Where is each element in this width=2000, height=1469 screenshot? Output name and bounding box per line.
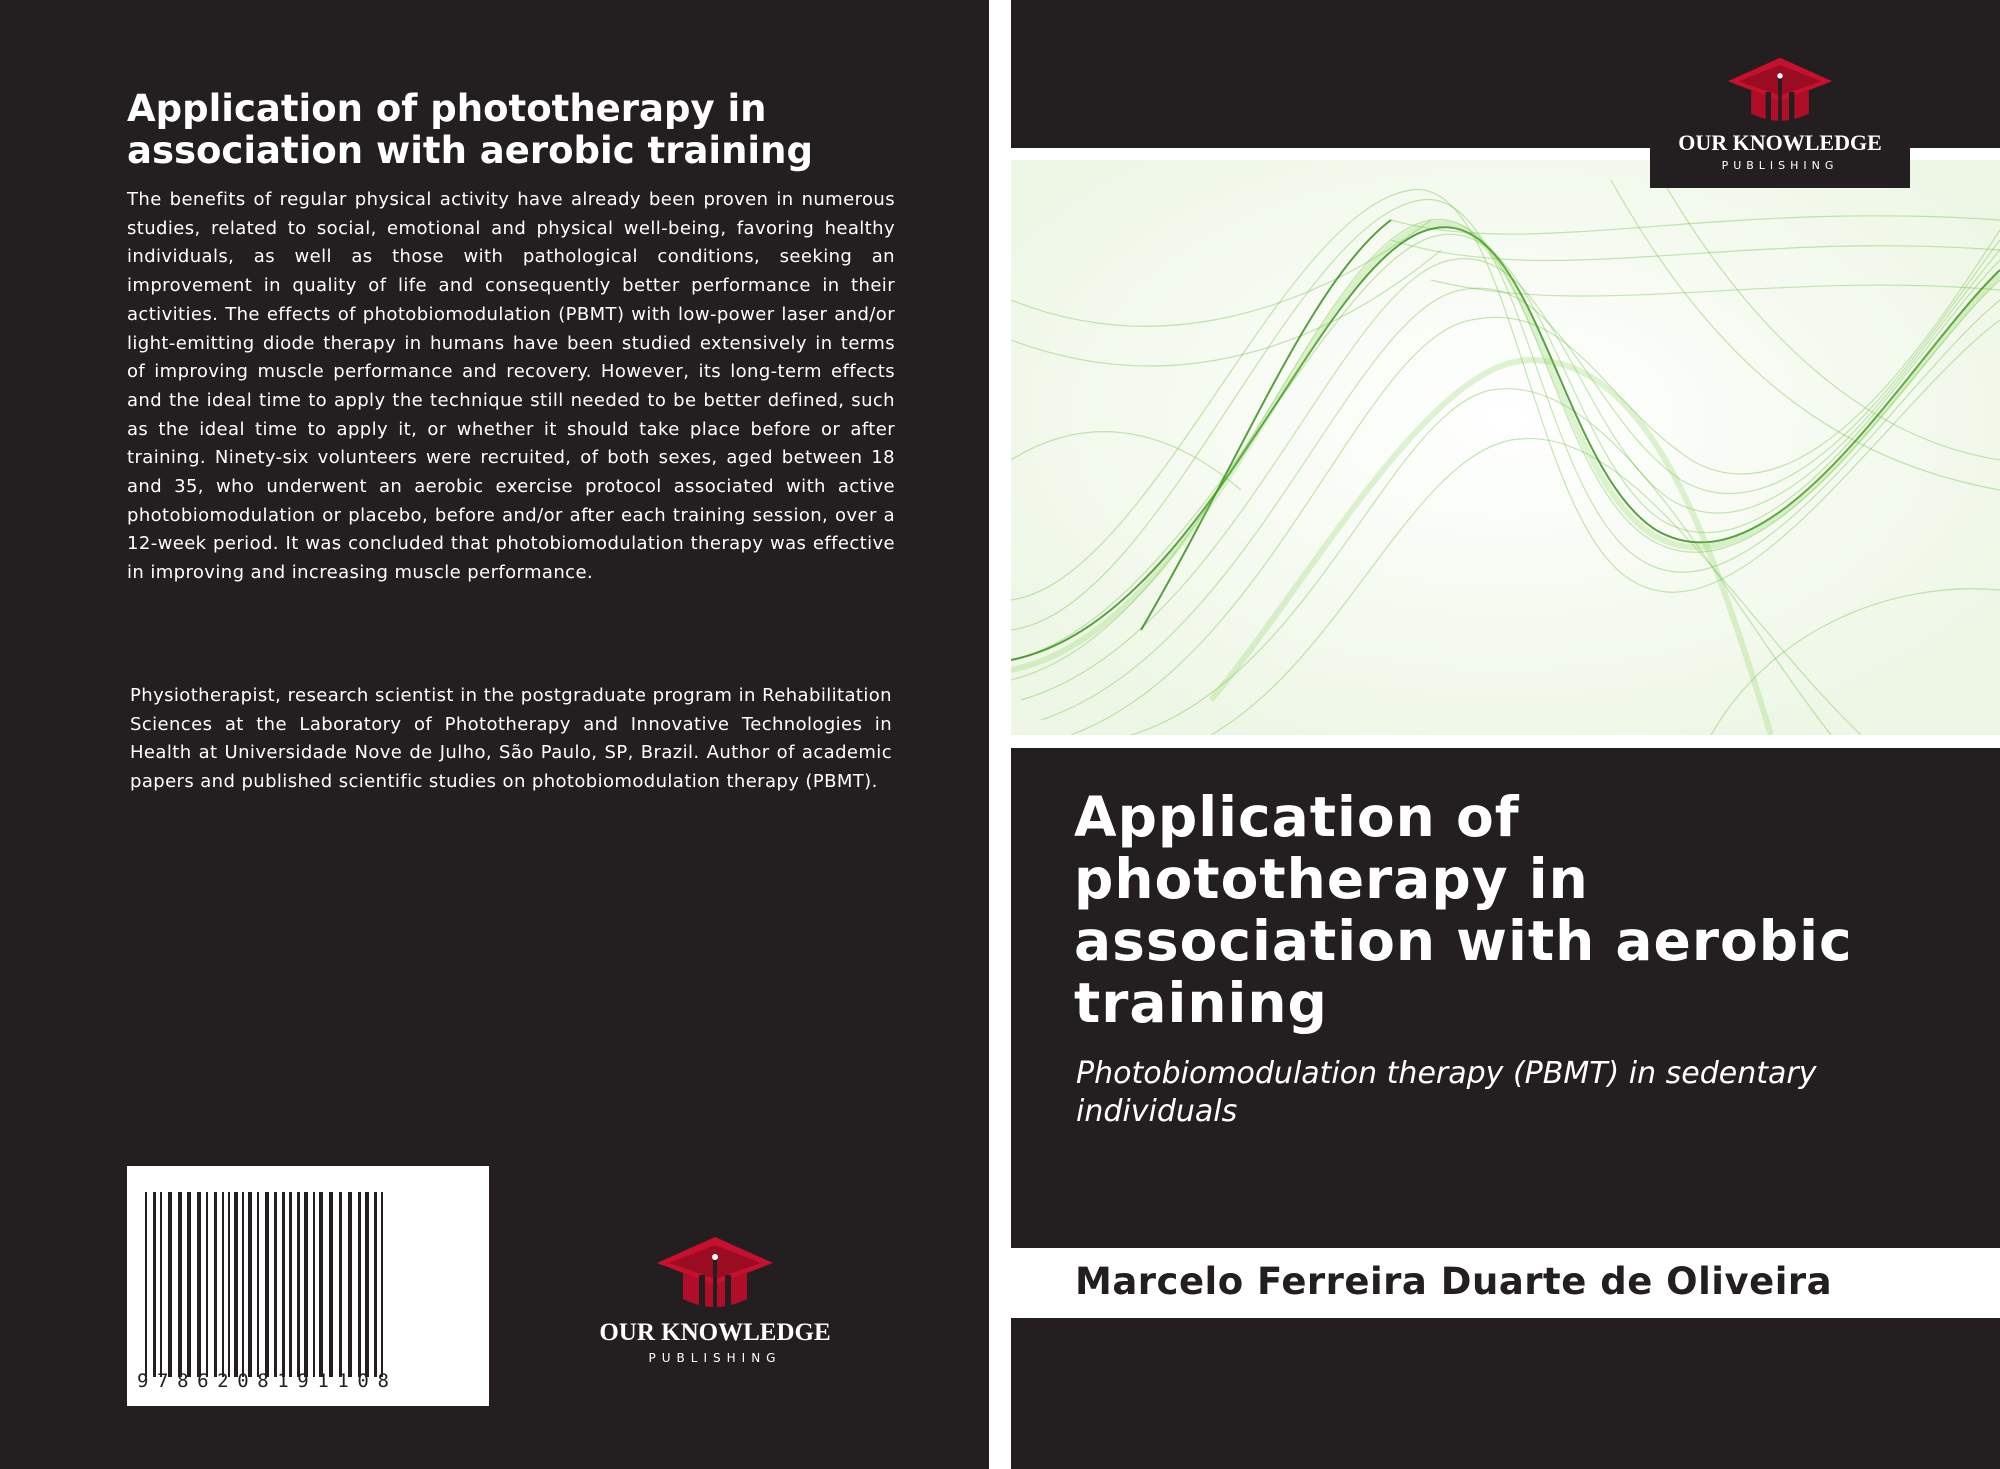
barcode-bar (319, 1192, 323, 1377)
publisher-sub: PUBLISHING (648, 1351, 782, 1365)
barcode-bar (313, 1192, 315, 1377)
barcode-bar (374, 1192, 377, 1377)
barcode-bar (257, 1192, 259, 1377)
graduation-cap-icon (1725, 56, 1835, 128)
author-bio: Physiotherapist, research scientist in the postgraduate program in Rehabilitation Sciences at the Laboratory of Phototherapy and Innovative Technologies in Health at Universidade Nove de Julho, São Paulo, SP, Brazil. Author of academic papers and published scientific studies on photobiomodulation therapy (PBMT). (130, 685, 892, 793)
back-cover-title: Application of phototherapy in association with aerobic training (127, 87, 813, 172)
barcode-bar (187, 1192, 191, 1377)
barcode-bar (339, 1192, 342, 1377)
barcode-bar (222, 1192, 224, 1377)
barcode-bar (365, 1192, 369, 1377)
isbn-digits: 9786208191108 (137, 1370, 398, 1392)
back-publisher-logo (590, 1235, 840, 1365)
front-publisher-logo (1650, 56, 1910, 172)
barcode-bar (248, 1192, 252, 1377)
publisher-name: OUR KNOWLEDGE (1678, 130, 1882, 155)
barcode-bar (282, 1192, 285, 1377)
front-cover-title: Application of phototherapy in association with aerobic training (1074, 785, 1853, 1035)
barcode-bar (228, 1192, 230, 1377)
publisher-name: OUR KNOWLEDGE (599, 1319, 831, 1346)
barcode-bar (168, 1192, 172, 1377)
barcode-bar (297, 1192, 300, 1377)
barcode-bar (265, 1192, 269, 1377)
barcode-bar (304, 1192, 308, 1377)
barcode-bar (197, 1192, 201, 1377)
barcode-bar (289, 1192, 292, 1377)
front-cover (1011, 0, 2000, 1469)
fractal-artwork (1011, 160, 2000, 735)
publisher-sub: PUBLISHING (1721, 159, 1839, 172)
barcode-bar (358, 1192, 361, 1377)
graduation-cap-icon (655, 1235, 775, 1315)
front-cover-subtitle: Photobiomodulation therapy (PBMT) in sedentary individuals (1076, 1056, 1817, 1129)
barcode-bars (145, 1192, 471, 1377)
barcode-bar (214, 1192, 217, 1377)
barcode-bar (234, 1192, 238, 1377)
barcode-bar (274, 1192, 277, 1377)
spine-gap (989, 0, 1011, 1469)
barcode-bar (381, 1192, 383, 1377)
back-cover-blurb: The benefits of regular physical activity have already been proven in numerous studies, related to social, emotional and physical well-being, favoring healthy individuals, as well as those with pathological conditions, seeking an improvement in quality of life and consequently better performance in their activities. The effects of photobiomodulation (PBMT) with low-power laser and/or light-emitting diode therapy in humans have been studied extensively in terms of improving muscle performance and recovery. However, its long-term effects and the ideal time to apply the technique still needed to be better defined, such as the ideal time to apply it, or whether it should take place before or after training. Ninety-six volunteers were recruited, of both sexes, aged between 18 and 35, who underwent an aerobic exercise protocol associated with active photobiomodulation or placebo, before and/or after each training session, over a 12-week period. It was concluded that photobiomodulation therapy was effective in improving and increasing muscle performance. (127, 189, 895, 584)
barcode-bar (153, 1192, 156, 1377)
barcode-bar (206, 1192, 208, 1377)
barcode-bar (329, 1192, 333, 1377)
barcode-bar (242, 1192, 244, 1377)
green-fractal-image (1011, 160, 2000, 735)
isbn-barcode (127, 1166, 489, 1406)
barcode-bar (145, 1192, 147, 1377)
barcode-bar (178, 1192, 182, 1377)
front-bottom-bar (1011, 1318, 2000, 1469)
barcode-bar (160, 1192, 162, 1377)
author-name: Marcelo Ferreira Duarte de Oliveira (1075, 1260, 1833, 1303)
barcode-bar (348, 1192, 352, 1377)
